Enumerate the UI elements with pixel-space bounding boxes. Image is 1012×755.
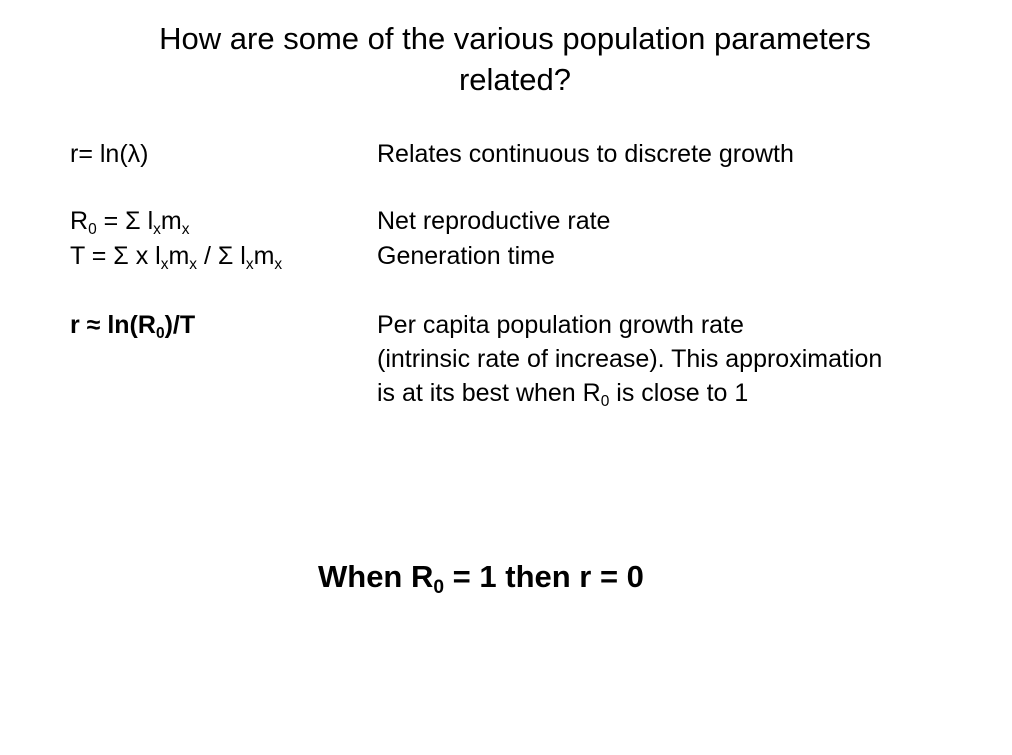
description-generation-time: Generation time: [377, 242, 555, 270]
equation-net-reproductive-rate: $R_0 = \Sigma$ $l_xm_x$: [70, 207, 190, 238]
equation-growth-rate-approximation: $r \approx \ln(R_0)/T$: [70, 311, 196, 342]
slide-title-line-2: related?: [458, 62, 572, 97]
equation-r-ln-lambda: r= ln(λ): [70, 140, 149, 168]
slide-title-line-1: How are some of the various population parameters: [159, 21, 871, 56]
description-growth-rate: Per capita population growth rate (intrinsic rate of increase). This approximation is at its best when $R_0$ is close to 1: [377, 311, 883, 410]
equation-generation-time: T = Σ x $l_xm_x$ / Σ $l_xm_x$: [70, 242, 283, 273]
description-continuous-discrete: Relates continuous to discrete growth: [377, 140, 794, 168]
conclusion-statement: When $R_0 = 1$ then r = 0: [318, 559, 644, 599]
description-net-reproductive-rate: Net reproductive rate: [377, 207, 611, 235]
slide-title: [0, 18, 1012, 100]
